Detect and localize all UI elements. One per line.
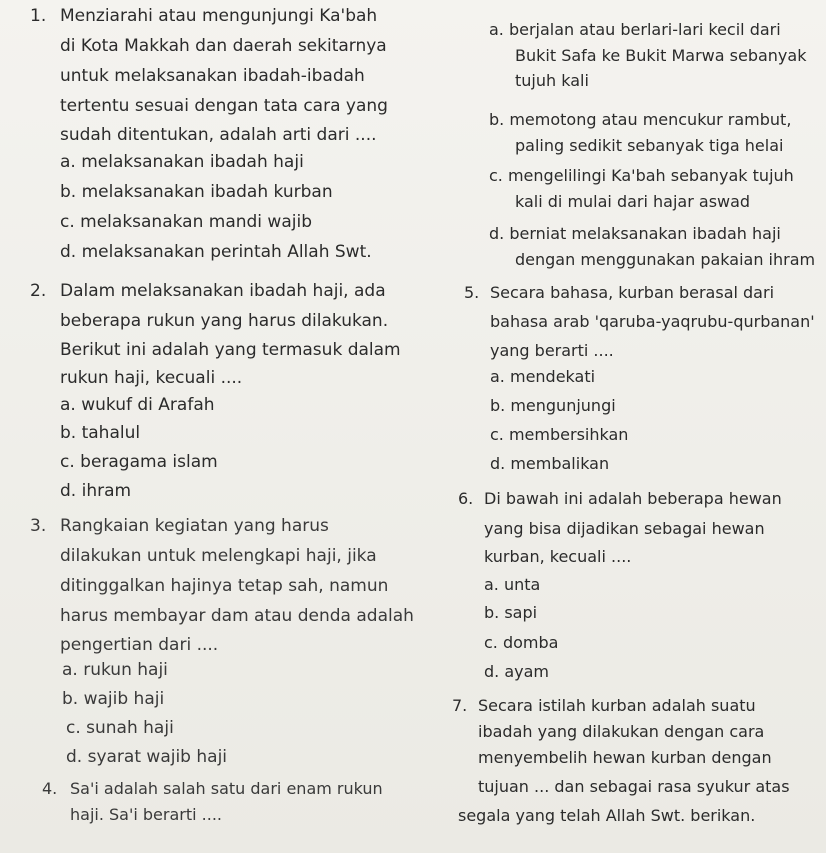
question-text-line: kurban, kecuali .... — [484, 547, 632, 566]
question-text-line: tertentu sesuai dengan tata cara yang — [60, 96, 388, 116]
option-c[interactable]: c. beragama islam — [60, 452, 218, 472]
question-text-line: dilakukan untuk melengkapi haji, jika — [60, 546, 377, 566]
option-c[interactable]: c. domba — [484, 633, 559, 652]
option-c[interactable]: c. sunah haji — [66, 718, 174, 738]
question-text-line: segala yang telah Allah Swt. berikan. — [458, 806, 756, 825]
option-a[interactable]: a. berjalan atau berlari-lari kecil dari — [489, 20, 781, 39]
option-a[interactable]: a. unta — [484, 575, 541, 594]
question-text-line: ibadah yang dilakukan dengan cara — [478, 722, 765, 741]
option-a-continued: tujuh kali — [515, 71, 589, 90]
option-d[interactable]: d. syarat wajib haji — [66, 747, 228, 767]
option-b[interactable]: b. tahalul — [60, 423, 141, 443]
question-number: 3. — [30, 516, 47, 536]
option-b[interactable]: b. memotong atau mencukur rambut, — [489, 110, 792, 129]
option-b[interactable]: b. melaksanakan ibadah kurban — [60, 182, 333, 202]
question-text-line: Dalam melaksanakan ibadah haji, ada — [60, 281, 386, 301]
question-number: 2. — [30, 281, 47, 301]
question-text-line: tujuan ... dan sebagai rasa syukur atas — [478, 777, 790, 796]
option-d-continued: dengan menggunakan pakaian ihram — [515, 250, 816, 269]
question-text-line: pengertian dari .... — [60, 635, 219, 655]
question-text-line: yang bisa dijadikan sebagai hewan — [484, 519, 765, 538]
option-d[interactable]: d. membalikan — [490, 454, 610, 473]
option-d[interactable]: d. melaksanakan perintah Allah Swt. — [60, 242, 372, 262]
option-b[interactable]: b. mengunjungi — [490, 396, 616, 415]
option-a-continued: Bukit Safa ke Bukit Marwa sebanyak — [515, 46, 807, 65]
question-number: 4. — [42, 779, 58, 798]
option-c[interactable]: c. membersihkan — [490, 425, 629, 444]
option-c[interactable]: c. mengelilingi Ka'bah sebanyak tujuh — [489, 166, 794, 185]
option-a[interactable]: a. melaksanakan ibadah haji — [60, 152, 304, 172]
option-c[interactable]: c. melaksanakan mandi wajib — [60, 212, 312, 232]
question-text-line: Di bawah ini adalah beberapa hewan — [484, 489, 782, 508]
option-b[interactable]: b. wajib haji — [62, 689, 165, 709]
question-text-line: Secara istilah kurban adalah suatu — [478, 696, 756, 715]
question-text-line: Secara bahasa, kurban berasal dari — [490, 283, 775, 302]
question-number: 5. — [464, 283, 480, 302]
option-b-continued: paling sedikit sebanyak tiga helai — [515, 136, 784, 155]
option-d[interactable]: d. berniat melaksanakan ibadah haji — [489, 224, 781, 243]
question-text-line: Rangkaian kegiatan yang harus — [60, 516, 329, 536]
question-text-line: menyembelih hewan kurban dengan — [478, 748, 772, 767]
option-d[interactable]: d. ihram — [60, 481, 132, 501]
question-text-line: beberapa rukun yang harus dilakukan. — [60, 311, 389, 331]
question-number: 1. — [30, 6, 47, 26]
question-text-line: Sa'i adalah salah satu dari enam rukun — [70, 779, 383, 798]
question-text-line: yang berarti .... — [490, 341, 614, 360]
option-d[interactable]: d. ayam — [484, 662, 549, 681]
option-a[interactable]: a. wukuf di Arafah — [60, 395, 215, 415]
question-text-line: haji. Sa'i berarti .... — [70, 805, 223, 824]
option-a[interactable]: a. mendekati — [490, 367, 596, 386]
question-number: 7. — [452, 696, 468, 715]
question-text-line: rukun haji, kecuali .... — [60, 368, 243, 388]
question-text-line: harus membayar dam atau denda adalah — [60, 606, 414, 626]
question-text-line: di Kota Makkah dan daerah sekitarnya — [60, 36, 387, 56]
option-b[interactable]: b. sapi — [484, 603, 538, 622]
question-text-line: untuk melaksanakan ibadah-ibadah — [60, 66, 365, 86]
question-text-line: Menziarahi atau mengunjungi Ka'bah — [60, 6, 378, 26]
question-text-line: Berikut ini adalah yang termasuk dalam — [60, 340, 401, 360]
question-text-line: sudah ditentukan, adalah arti dari .... — [60, 125, 377, 145]
question-text-line: ditinggalkan hajinya tetap sah, namun — [60, 576, 389, 596]
question-text-line: bahasa arab 'qaruba-yaqrubu-qurbanan' — [490, 312, 815, 331]
question-number: 6. — [458, 489, 474, 508]
option-c-continued: kali di mulai dari hajar aswad — [515, 192, 751, 211]
option-a[interactable]: a. rukun haji — [62, 660, 168, 680]
